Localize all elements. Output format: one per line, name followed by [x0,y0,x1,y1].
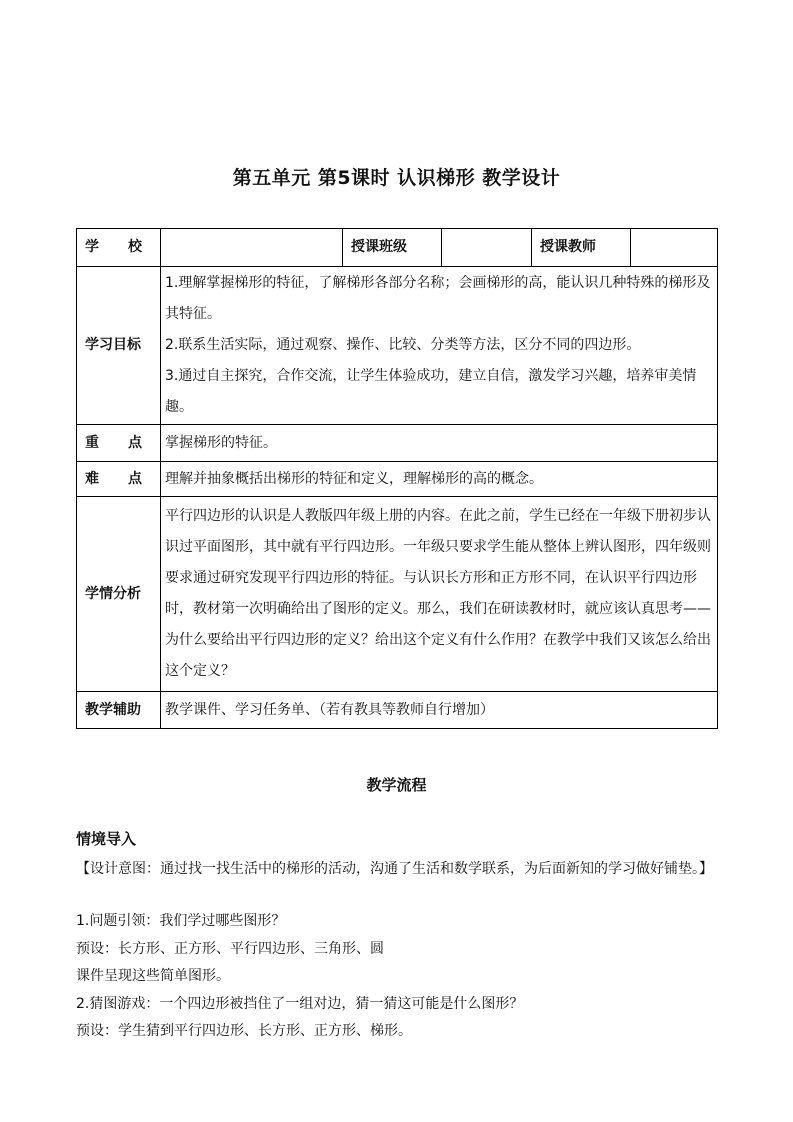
analysis-value: 平行四边形的认识是人教版四年级上册的内容。在此之前，学生已经在一年级下册初步认识过平面图形，其中就有平行四边形。一年级只要求学生能从整体上辨认图形，四年级则要求通过研究发现平行四边形的特征。与认识长方形和正方形不同，在认识平行四边形时，教材第一次明确给出了图形的定义。那么，我们在研读教材时，就应该认真思考——为什么要给出平行四边形的定义？给出这个定义有什么作用？在教学中我们又该怎么给出这个定义？ [161,497,718,692]
school-value [161,229,343,267]
difficulty-value: 理解并抽象概括出梯形的特征和定义，理解梯形的高的概念。 [161,462,718,497]
teacher-value [631,229,718,267]
row-school [77,229,718,267]
row-analysis [77,497,718,692]
teacher-label: 授课教师 [532,229,631,267]
flow-line: 1.问题引领：我们学过哪些图形？ [76,913,286,929]
lesson-info-table [76,228,718,729]
school-label: 学 校 [77,229,161,267]
flow-line: 课件呈现这些简单图形。 [76,968,230,984]
analysis-label: 学情分析 [77,497,161,692]
aids-value: 教学课件、学习任务单、（若有教具等教师自行增加） [161,692,718,729]
goals-value [161,267,718,425]
flow-line: 2.猜图游戏：一个四边形被挡住了一组对边，猜一猜这可能是什么图形？ [76,995,524,1012]
row-goals [77,267,718,425]
document-title: 第五单元 第5课时 认识梯形 教学设计 [232,167,561,189]
class-label: 授课班级 [343,229,442,267]
goal-item: 2.联系生活实际，通过观察、操作、比较、分类等方法，区分不同的四边形。 [165,337,641,353]
row-aids [77,692,718,729]
key-point-value: 掌握梯形的特征。 [161,425,718,462]
difficulty-label: 难 点 [77,462,161,497]
design-note: 【设计意图：通过找一找生活中的梯形的活动，沟通了生活和数学联系，为后面新知的学习做好铺垫。】 [76,861,713,877]
aids-label: 教学辅助 [77,692,161,729]
key-point-label: 重 点 [77,425,161,462]
class-value [442,229,532,267]
row-key-point [77,425,718,462]
goal-item: 1.理解掌握梯形的特征，了解梯形各部分名称；会画梯形的高，能认识几种特殊的梯形及其特征。 [165,275,711,322]
flow-title: 教学流程 [366,776,427,794]
flow-line: 预设：学生猜到平行四边形、长方形、正方形、梯形。 [76,1023,412,1039]
row-difficulty [77,462,718,497]
goal-item: 3.通过自主探究，合作交流，让学生体验成功，建立自信，激发学习兴趣，培养审美情趣。 [165,368,697,415]
goals-label: 学习目标 [77,267,161,425]
intro-title: 情境导入 [76,830,137,848]
flow-lines [76,908,523,1046]
flow-line: 预设：长方形、正方形、平行四边形、三角形、圆 [76,940,384,957]
